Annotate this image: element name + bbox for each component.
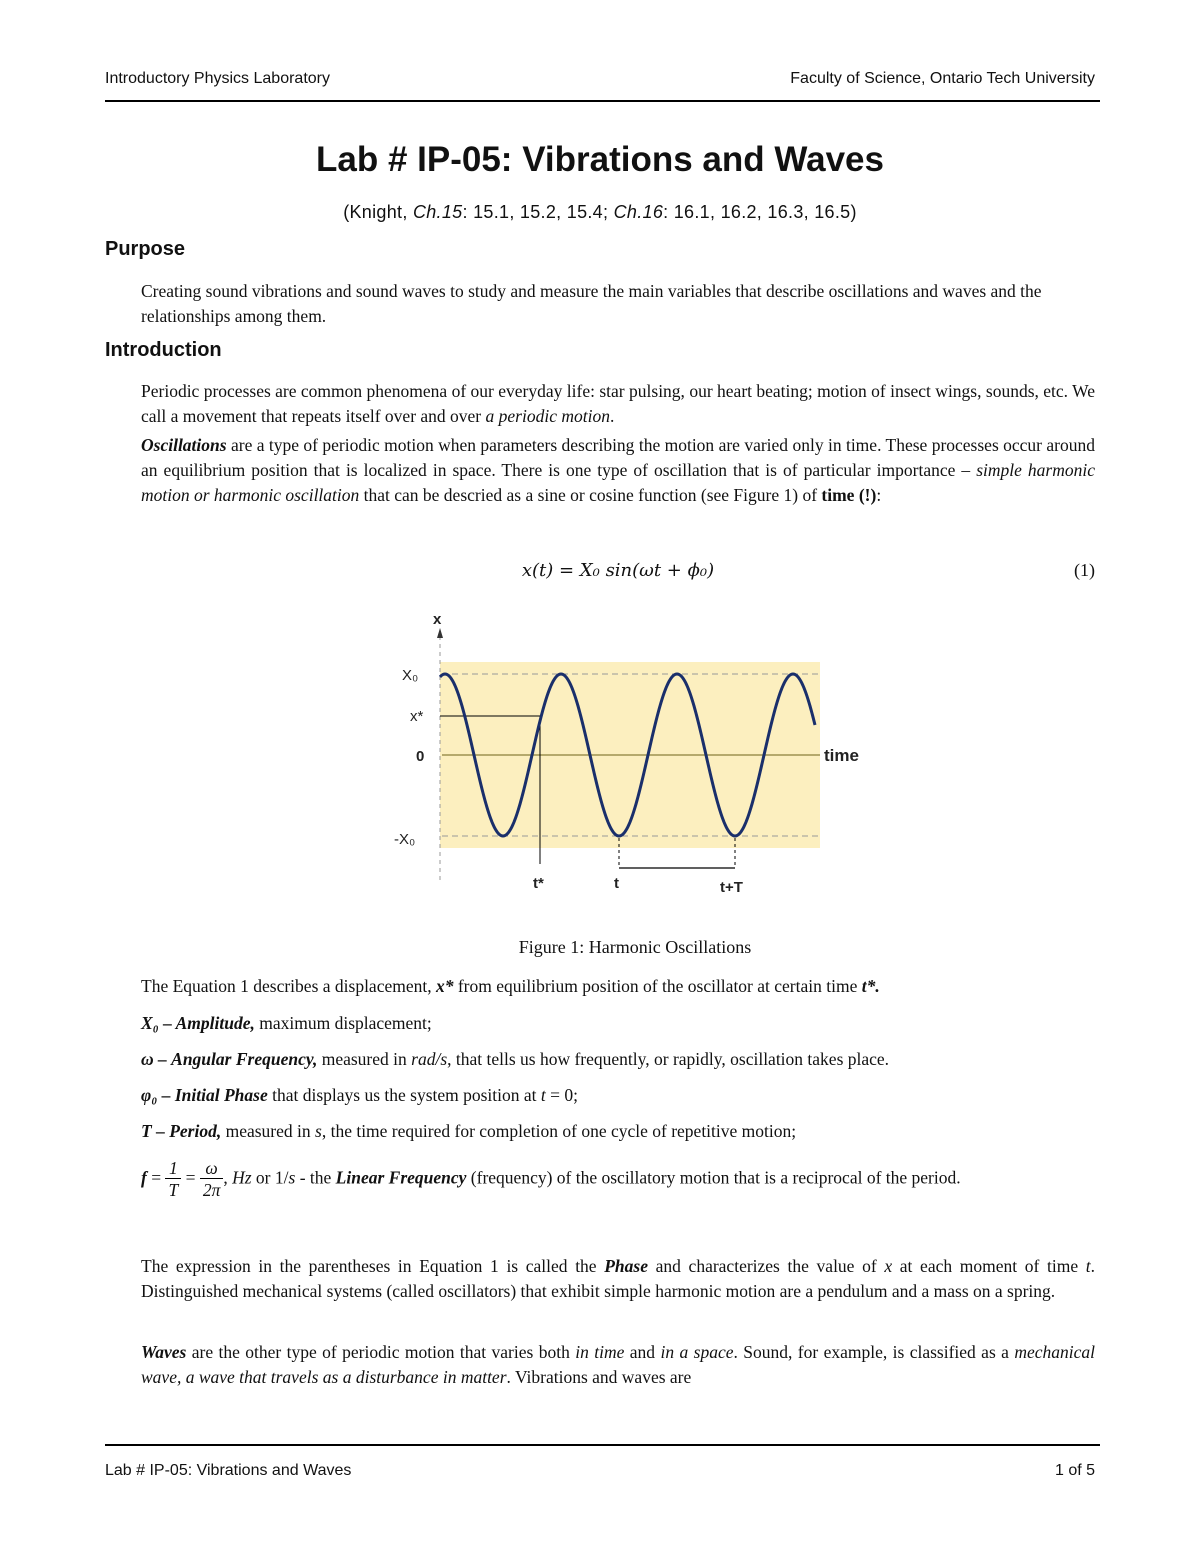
label-xstar: x* [410, 708, 424, 725]
header-left: Introductory Physics Laboratory [105, 70, 330, 87]
ph-text: that displays us the system position at [267, 1085, 541, 1105]
f-eq-1: = [146, 1167, 166, 1188]
phase-text-d: . Distinguished mechanical systems (called oscillators) that exhibit simple harmonic motion are a pendulum and a mass on a spring. [141, 1256, 1096, 1301]
waves-em1: in time [575, 1342, 625, 1362]
disp-text: The Equation 1 describes a displacement, [141, 976, 436, 996]
intro-paragraph-1 [141, 379, 1095, 429]
displacement-line [141, 974, 1095, 999]
f-sym: f [141, 1167, 147, 1188]
subtitle-sec15: : 15.1, 15.2, 15.4; [462, 202, 614, 222]
footer-rule [105, 1444, 1100, 1446]
per-text-b: , the time required for completion of one cycle of repetitive motion; [321, 1121, 797, 1141]
p2-text: are a type of periodic motion when parameters describing the motion are varied only in time. These processes occur around an equilibrium position that is localized in space. There is one type of oscillation that is of particular importance – [141, 435, 1095, 480]
equation-1-number: (1) [1074, 560, 1095, 580]
label-time: time [824, 746, 859, 765]
om-sym: ω – [141, 1049, 172, 1069]
equation-1 [141, 560, 1095, 588]
waves-paragraph [141, 1340, 1095, 1390]
phase-text-c: at each moment of time [892, 1256, 1086, 1276]
subtitle-ch16: Ch.16 [613, 202, 664, 222]
f-eq-2: = [181, 1167, 200, 1188]
per-text: measured in [221, 1121, 316, 1141]
frac2-den: 2π [202, 1180, 221, 1200]
phase-text: The expression in the parentheses in Equation 1 is called the [141, 1256, 605, 1276]
f-or: or 1/ [251, 1167, 289, 1188]
ph-sym: φ₀ – [141, 1085, 175, 1105]
per-unit: s [315, 1121, 322, 1141]
p2-term: Oscillations [141, 435, 227, 455]
subtitle-ch15: Ch.15 [412, 202, 463, 222]
label-tstar: t* [533, 875, 544, 892]
x-axis-arrow [437, 628, 443, 638]
f-s: s [288, 1167, 296, 1188]
p1-end: . [609, 406, 615, 426]
om-term: Angular Frequency, [171, 1049, 318, 1069]
phase-x: x [884, 1256, 893, 1276]
waves-term: Waves [141, 1342, 187, 1362]
frac1-num: 1 [165, 1158, 181, 1179]
f-term: Linear Frequency [335, 1167, 467, 1188]
page-title: Lab # IP-05: Vibrations and Waves [316, 140, 884, 179]
disp-text-b: from equilibrium position of the oscillator at certain time [453, 976, 862, 996]
phase-text-b: and characterizes the value of [647, 1256, 885, 1276]
ph-t: t [540, 1085, 546, 1105]
footer-left: Lab # IP-05: Vibrations and Waves [105, 1462, 352, 1479]
amp-desc: maximum displacement; [254, 1013, 432, 1033]
footer-page-number: 1 of 5 [1054, 1462, 1095, 1479]
page-subtitle [0, 202, 1200, 223]
om-text: measured in [317, 1049, 412, 1069]
p1-text: Periodic processes are common phenomena of our everyday life: star pulsing, our heart beating; motion of insect wings, sounds, etc. We call a movement that repeats itself over and over [141, 381, 1095, 426]
p2-strong: time (!) [821, 485, 877, 505]
f-comma: , [223, 1167, 233, 1188]
waves-text-d: . Vibrations and waves are [506, 1367, 692, 1387]
phase-term: Phase [604, 1256, 648, 1276]
angular-frequency-def [141, 1047, 1095, 1072]
equation-1-expression: x(t) = X₀ sin(ωt + ϕ₀) [521, 560, 715, 581]
om-unit: rad/s [411, 1049, 448, 1069]
header-right: Faculty of Science, Ontario Tech University [790, 70, 1095, 87]
ph-term: Initial Phase [174, 1085, 268, 1105]
introduction-heading: Introduction [105, 339, 222, 361]
period-def [141, 1119, 1095, 1144]
f-dash: - the [295, 1167, 336, 1188]
header-rule [105, 100, 1100, 102]
linear-frequency-def [141, 1158, 1095, 1201]
per-term: Period, [169, 1121, 222, 1141]
disp-x: x* [435, 976, 454, 996]
subtitle-sec16: : 16.1, 16.2, 16.3, 16.5) [663, 202, 857, 222]
subtitle-open: (Knight, [343, 202, 413, 222]
figure-caption: Figure 1: Harmonic Oscillations [518, 937, 752, 957]
phase-t: t [1085, 1256, 1091, 1276]
p2-em: simple harmonic motion or harmonic oscillation [141, 460, 1095, 505]
label-zero: 0 [416, 748, 425, 765]
purpose-heading: Purpose [105, 238, 186, 260]
om-text-b: , that tells us how frequently, or rapidly, oscillation takes place. [447, 1049, 890, 1069]
waves-text: are the other type of periodic motion that varies both [186, 1342, 576, 1362]
waves-text-c: . Sound, for example, is classified as a [733, 1342, 1015, 1362]
label-t: t [614, 875, 619, 892]
p1-em: a periodic motion [485, 406, 610, 426]
initial-phase-def [141, 1083, 1095, 1108]
page-header [105, 70, 1095, 94]
intro-paragraph-2 [141, 433, 1095, 508]
frac1-den: T [168, 1180, 179, 1200]
amp-term: Amplitude, [175, 1013, 255, 1033]
frac2-num: ω [200, 1158, 224, 1179]
waves-text-b: and [624, 1342, 661, 1362]
page-footer [105, 1462, 1095, 1486]
ph-text-b: = 0; [545, 1085, 579, 1105]
fraction-1-over-T [165, 1158, 181, 1201]
amplitude-def [141, 1011, 1095, 1036]
amp-sym: X₀ – [141, 1013, 176, 1033]
p2-text-b: that can be descried as a sine or cosine function (see Figure 1) of [359, 485, 822, 505]
f-hz: Hz [232, 1167, 252, 1188]
fraction-omega-over-2pi [200, 1158, 224, 1201]
p2-end: : [876, 485, 882, 505]
phase-paragraph [141, 1254, 1095, 1304]
waves-em2: in a space [660, 1342, 734, 1362]
purpose-text: Creating sound vibrations and sound waves to study and measure the main variables that describe oscillations and waves and the relationships among them. [141, 281, 1042, 326]
per-sym: T – [141, 1121, 170, 1141]
f-desc: (frequency) of the oscillatory motion that is a reciprocal of the period. [466, 1167, 961, 1188]
disp-t: t*. [861, 976, 880, 996]
harmonic-oscillation-figure [380, 606, 880, 906]
waves-em3: mechanical wave, a wave that travels as a disturbance in matter [141, 1342, 1095, 1387]
label-amp: X₀ [402, 667, 419, 684]
label-neg-amp: -X₀ [394, 831, 416, 848]
label-x-axis: x [433, 611, 442, 628]
label-tT: t+T [720, 879, 743, 896]
